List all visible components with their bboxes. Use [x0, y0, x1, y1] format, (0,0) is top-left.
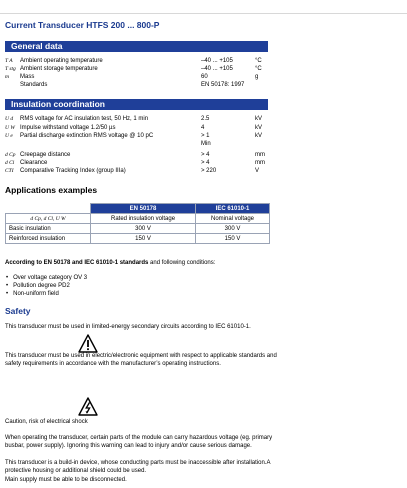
spec-row	[5, 132, 270, 140]
page-header-strip	[0, 0, 407, 14]
list-item: • Over voltage category OV 3	[5, 274, 87, 282]
table-cell: 300 V	[91, 224, 196, 234]
warning-triangle-icon	[78, 334, 98, 353]
symbol: U d	[5, 116, 14, 122]
unit: mm	[255, 160, 265, 166]
value: 2.5	[201, 116, 210, 122]
symbol: U e	[5, 133, 13, 139]
table-cell: Rated insulation voltage	[91, 214, 196, 224]
value: EN 50178: 1997	[201, 82, 245, 88]
applications-heading: Applications examples	[5, 185, 98, 195]
spec-row	[5, 124, 270, 132]
spec-row	[5, 57, 270, 65]
column-header: IEC 61010-1	[196, 204, 270, 214]
safety-paragraph: This transducer is a build-in device, whose conducting parts must be inaccessible after installation.A protective housing or additional shield could be used.	[5, 460, 271, 474]
table-cell: Nominal voltage	[196, 214, 270, 224]
general-data-heading: General data	[5, 41, 268, 52]
unit: kV	[255, 116, 263, 122]
parameter: RMS voltage for AC insulation test, 50 Hz, 1 min	[20, 116, 149, 122]
parameter: Mass	[20, 74, 35, 80]
parameter: Partial discharge extinction RMS voltage @ 10 pC	[20, 133, 154, 139]
symbol: U W	[5, 125, 15, 131]
value: 60	[201, 74, 208, 80]
table-cell: 150 V	[196, 234, 270, 244]
safety-paragraph: When operating the transducer, certain parts of the module can carry hazardous voltage (eg. primary busbar, power supply). Ignoring this warning can lead to injury and/or cause serious damage.	[5, 435, 273, 449]
table-row	[6, 224, 270, 234]
symbol: CTI	[5, 168, 14, 174]
spec-row	[5, 151, 270, 159]
list-item: • Pollution degree PD2	[5, 282, 87, 290]
conditions-list	[5, 274, 87, 298]
value: 4	[201, 125, 205, 131]
parameter: Clearance	[20, 160, 48, 166]
column-header: EN 50178	[91, 204, 196, 214]
electrical-shock-warning-icon	[78, 397, 98, 416]
safety-heading: Safety	[5, 306, 31, 316]
empty-cell	[6, 204, 91, 214]
parameter: Creepage distance	[20, 152, 71, 158]
value: > 1	[201, 133, 210, 139]
insulation-coordination-heading: Insulation coordination	[5, 99, 268, 110]
conditions-intro	[5, 259, 305, 267]
unit: °C	[255, 58, 262, 64]
parameter: Impulse withstand voltage 1.2/50 µs	[20, 125, 116, 131]
symbol: T stg	[5, 66, 16, 72]
symbol: T A	[5, 58, 13, 64]
symbol: m	[5, 74, 9, 80]
symbol: d Cp	[5, 152, 16, 158]
spec-row	[5, 140, 270, 148]
caution-label: Caution, risk of electrical shock	[5, 419, 88, 425]
table-row	[6, 204, 270, 214]
safety-paragraph: This transducer must be used in electric/electronic equipment with respect to applicable standards and safety requirements in accordance with the manufacturer’s operating instructions.	[5, 353, 277, 367]
unit: mm	[255, 152, 265, 158]
value: > 220	[201, 168, 217, 174]
document-title: Current Transducer HTFS 200 ... 800-P	[5, 20, 160, 30]
spec-row	[5, 81, 270, 89]
spec-row	[5, 65, 270, 73]
spec-row	[5, 159, 270, 167]
applications-table	[5, 203, 270, 244]
symbol: d Cl	[5, 160, 15, 166]
table-cell: 300 V	[196, 224, 270, 234]
unit: g	[255, 74, 259, 80]
spec-row	[5, 167, 270, 175]
unit: °C	[255, 66, 262, 72]
row-label: Reinforced insulation	[6, 234, 91, 244]
unit: kV	[255, 125, 263, 131]
unit: V	[255, 168, 260, 174]
conditions-rest: and following conditions:	[148, 260, 216, 266]
safety-paragraph: Main supply must be able to be disconnected.	[5, 477, 127, 483]
parameter: Ambient storage temperature	[20, 66, 98, 72]
list-item: • Non-uniform field	[5, 290, 87, 298]
parameter: Ambient operating temperature	[20, 58, 103, 64]
symbol-cell: d Cp, d Cl, U W	[6, 214, 91, 224]
spec-row	[5, 73, 270, 81]
value: –40 ... +105	[201, 58, 233, 64]
value: > 4	[201, 152, 210, 158]
table-row	[6, 234, 270, 244]
unit: kV	[255, 133, 263, 139]
value: > 4	[201, 160, 210, 166]
spec-row	[5, 115, 270, 123]
safety-paragraph: This transducer must be used in limited-energy secondary circuits according to IEC 61010-1.	[5, 324, 251, 330]
table-cell: 150 V	[91, 234, 196, 244]
row-label: Basic insulation	[6, 224, 91, 234]
value: Min	[201, 141, 211, 147]
table-row	[6, 214, 270, 224]
parameter: Comparative Tracking Index (group IIIa)	[20, 168, 126, 174]
conditions-bold: According to EN 50178 and IEC 61010-1 standards	[5, 260, 149, 266]
parameter: Standards	[20, 82, 48, 88]
value: –40 ... +105	[201, 66, 233, 72]
